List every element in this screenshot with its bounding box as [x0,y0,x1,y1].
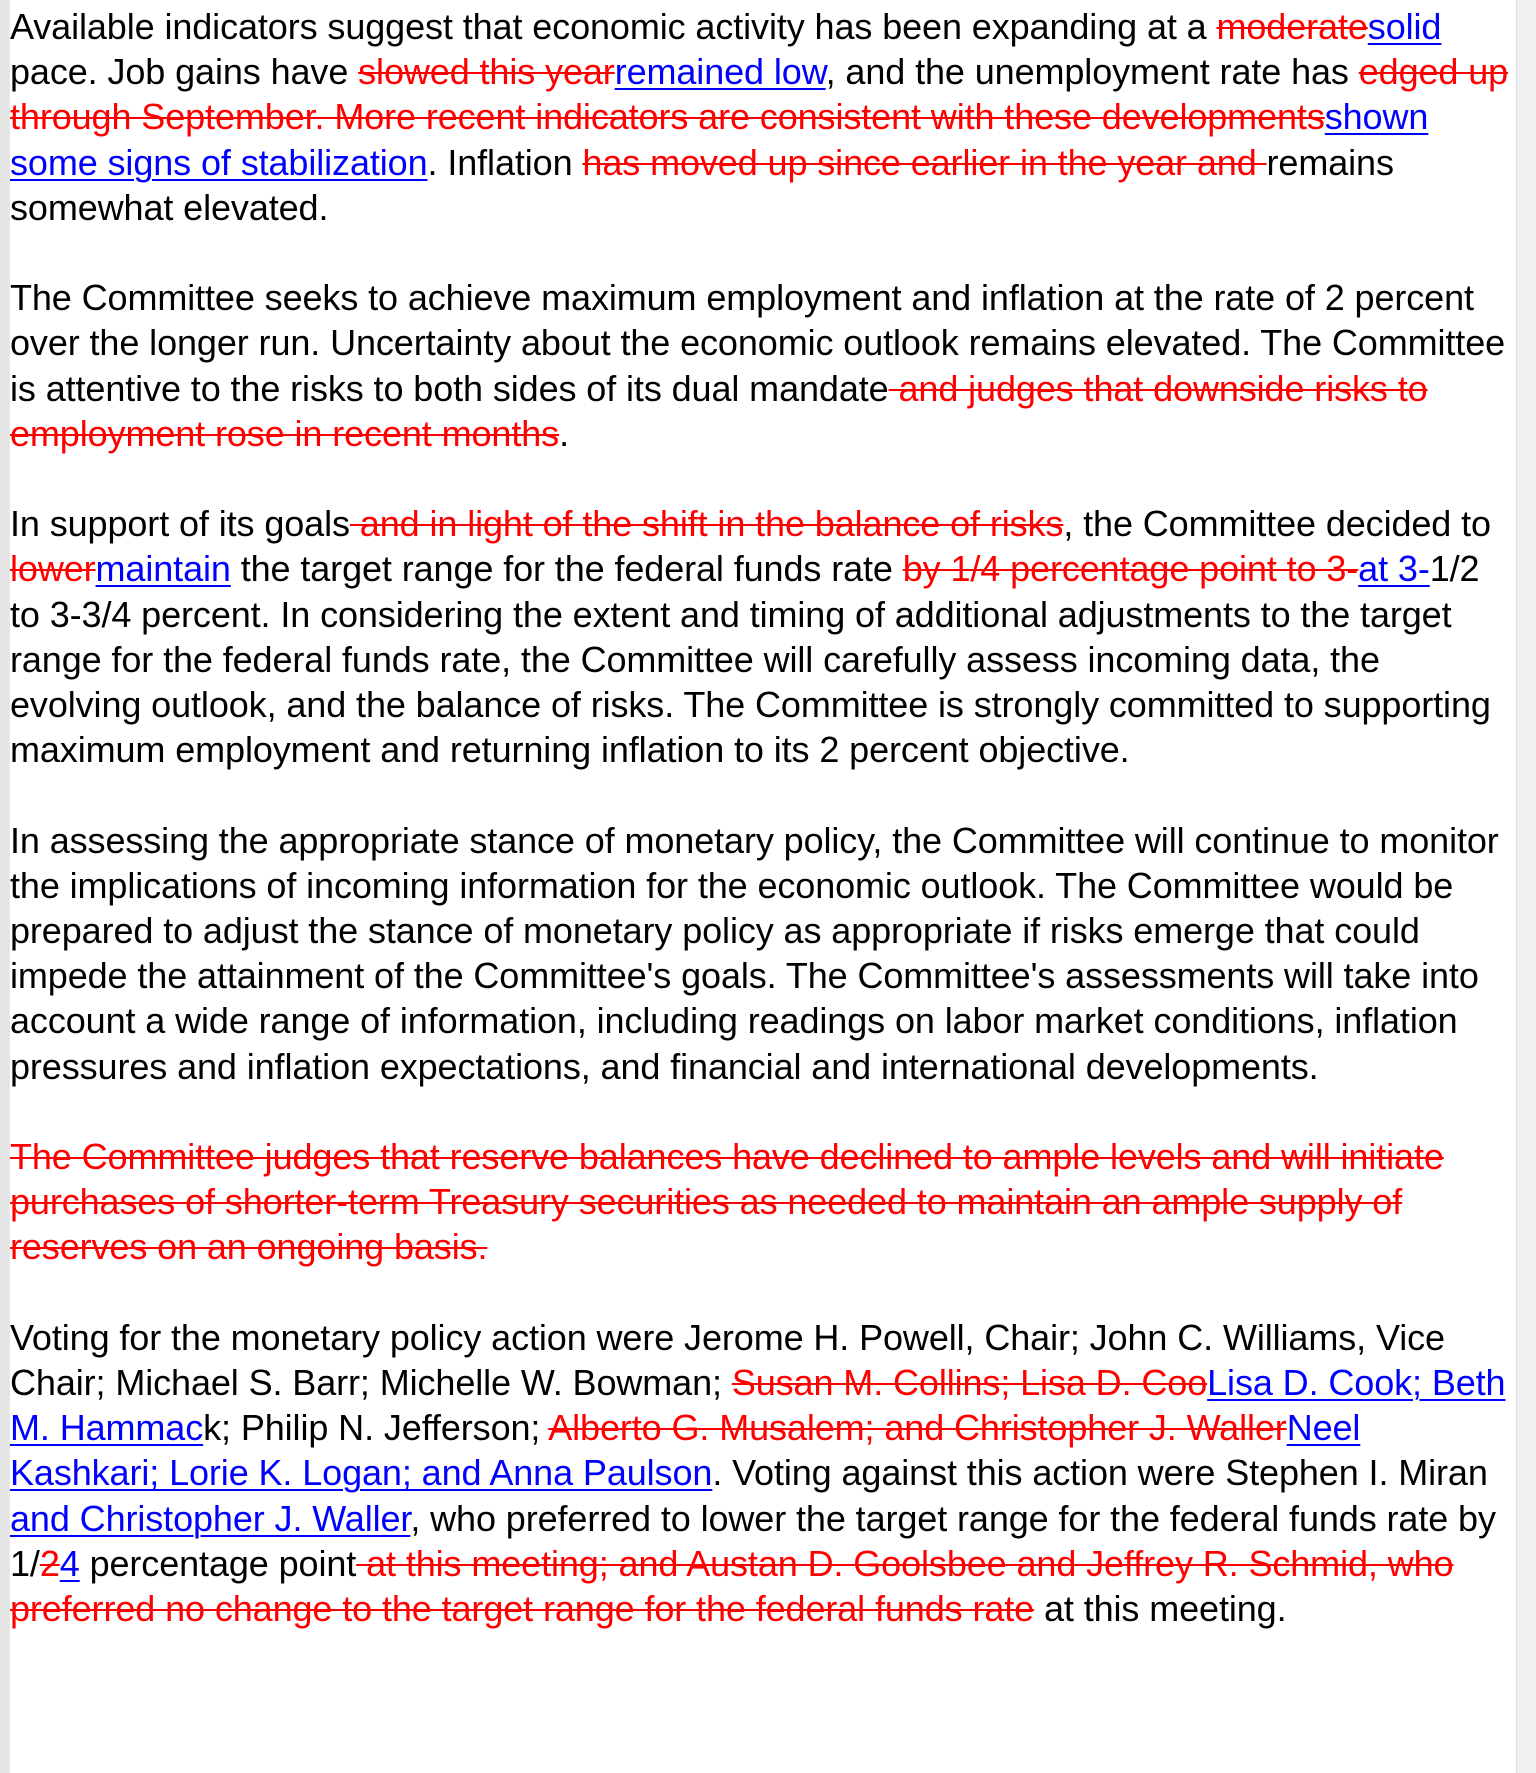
body-text: The Committee seeks to achieve maximum employment and inflation at the rate of 2 percent over the longer run. Uncertainty about the economic outlook remains elevated. The Committee is attentive to the risks to both sides of its dual mandate [10,277,1506,409]
body-text: 1/2 to 3-3/4 percent. In considering the extent and timing of additional adjustments to the target range for the federal funds rate, the Committee will carefully assess incoming data, the evolving outlook, and the balance of risks. The Committee is strongly committed to supporting maximum employment and returning inflation to its 2 percent objective. [10,548,1491,771]
deleted-text: Alberto G. Musalem; and Christopher J. Waller [548,1407,1287,1449]
body-text: In assessing the appropriate stance of monetary policy, the Committee will continue to monitor the implications of incoming information for the economic outlook. The Committee would be prepared to adjust the stance of monetary policy as appropriate if risks emerge that could impede the attainment of the Committee's goals. The Committee's assessments will take into account a wide range of information, including readings on labor market conditions, inflation pressures and inflation expectations, and financial and international developments. [10,819,1499,1087]
paragraph [10,501,1516,772]
body-text: Available indicators suggest that economic activity has been expanding at a [10,6,1217,47]
body-text: . Voting against this action were Stephen I. Miran [712,1452,1488,1494]
deleted-text: and in light of the shift in the balance of risks [349,503,1064,545]
inserted-text: solid [1367,6,1442,47]
deleted-text: has moved up since earlier in the year and [582,141,1267,183]
document-body [10,4,1516,1631]
body-text: k; Philip N. Jefferson; [203,1407,549,1449]
deleted-text: at this meeting; and Austan D. Goolsbee and Jeffrey R. Schmid, who preferred no change to the target range for the federal funds rate [10,1542,1454,1630]
inserted-text: 4 [59,1542,80,1584]
deleted-text: Susan M. Collins; Lisa D. Coo [731,1362,1208,1404]
deleted-text: edged up through September. More recent indicators are consistent with these developments [10,51,1509,138]
inserted-text: shown some signs of stabilization [10,96,1429,183]
deleted-text: The Committee judges that reserve balances have declined to ample levels and will initiate purchases of shorter-term Treasury securities as needed to maintain an ample supply of reserves on an ongoing basis. [10,1136,1444,1268]
body-text: the target range for the federal funds rate [230,548,903,590]
deleted-text: lower [10,548,96,590]
body-text: , the Committee decided to [1063,503,1491,545]
body-text: . Inflation [427,141,583,183]
inserted-text: remained low [614,51,826,93]
inserted-text: Neel Kashkari; Lorie K. Logan; and Anna Paulson [10,1407,1361,1494]
body-text: percentage point [79,1542,357,1584]
deleted-text: and judges that downside risks to employment rose in recent months [10,367,1428,454]
paragraph [10,1134,1516,1270]
inserted-text: and Christopher J. Waller [10,1497,411,1539]
body-text: remains somewhat elevated. [10,141,1394,228]
paragraph [10,1315,1516,1631]
paragraph [10,818,1516,1089]
deleted-text: moderate [1216,6,1368,47]
body-text: In support of its goals [10,503,350,545]
body-text: . [559,412,569,454]
body-text: , and the unemployment rate has [825,51,1359,93]
inserted-text: maintain [95,548,231,590]
deleted-text: 2 [39,1542,60,1584]
body-text: at this meeting. [1034,1588,1287,1630]
body-text: pace. Job gains have [10,51,359,93]
paragraph [10,275,1516,456]
deleted-text: by 1/4 percentage point to 3- [902,548,1359,590]
inserted-text: Lisa D. Cook; Beth M. Hammac [10,1362,1506,1449]
paragraph [10,4,1516,230]
deleted-text: slowed this year [358,51,615,93]
inserted-text: at 3- [1358,548,1430,590]
vertical-scrollbar[interactable] [1516,0,1536,1773]
body-text: , who preferred to lower the target range for the federal funds rate by 1/ [10,1497,1496,1584]
body-text: Voting for the monetary policy action were Jerome H. Powell, Chair; John C. Williams, Vice Chair; Michael S. Barr; Michelle W. Bowman; [10,1316,1445,1404]
